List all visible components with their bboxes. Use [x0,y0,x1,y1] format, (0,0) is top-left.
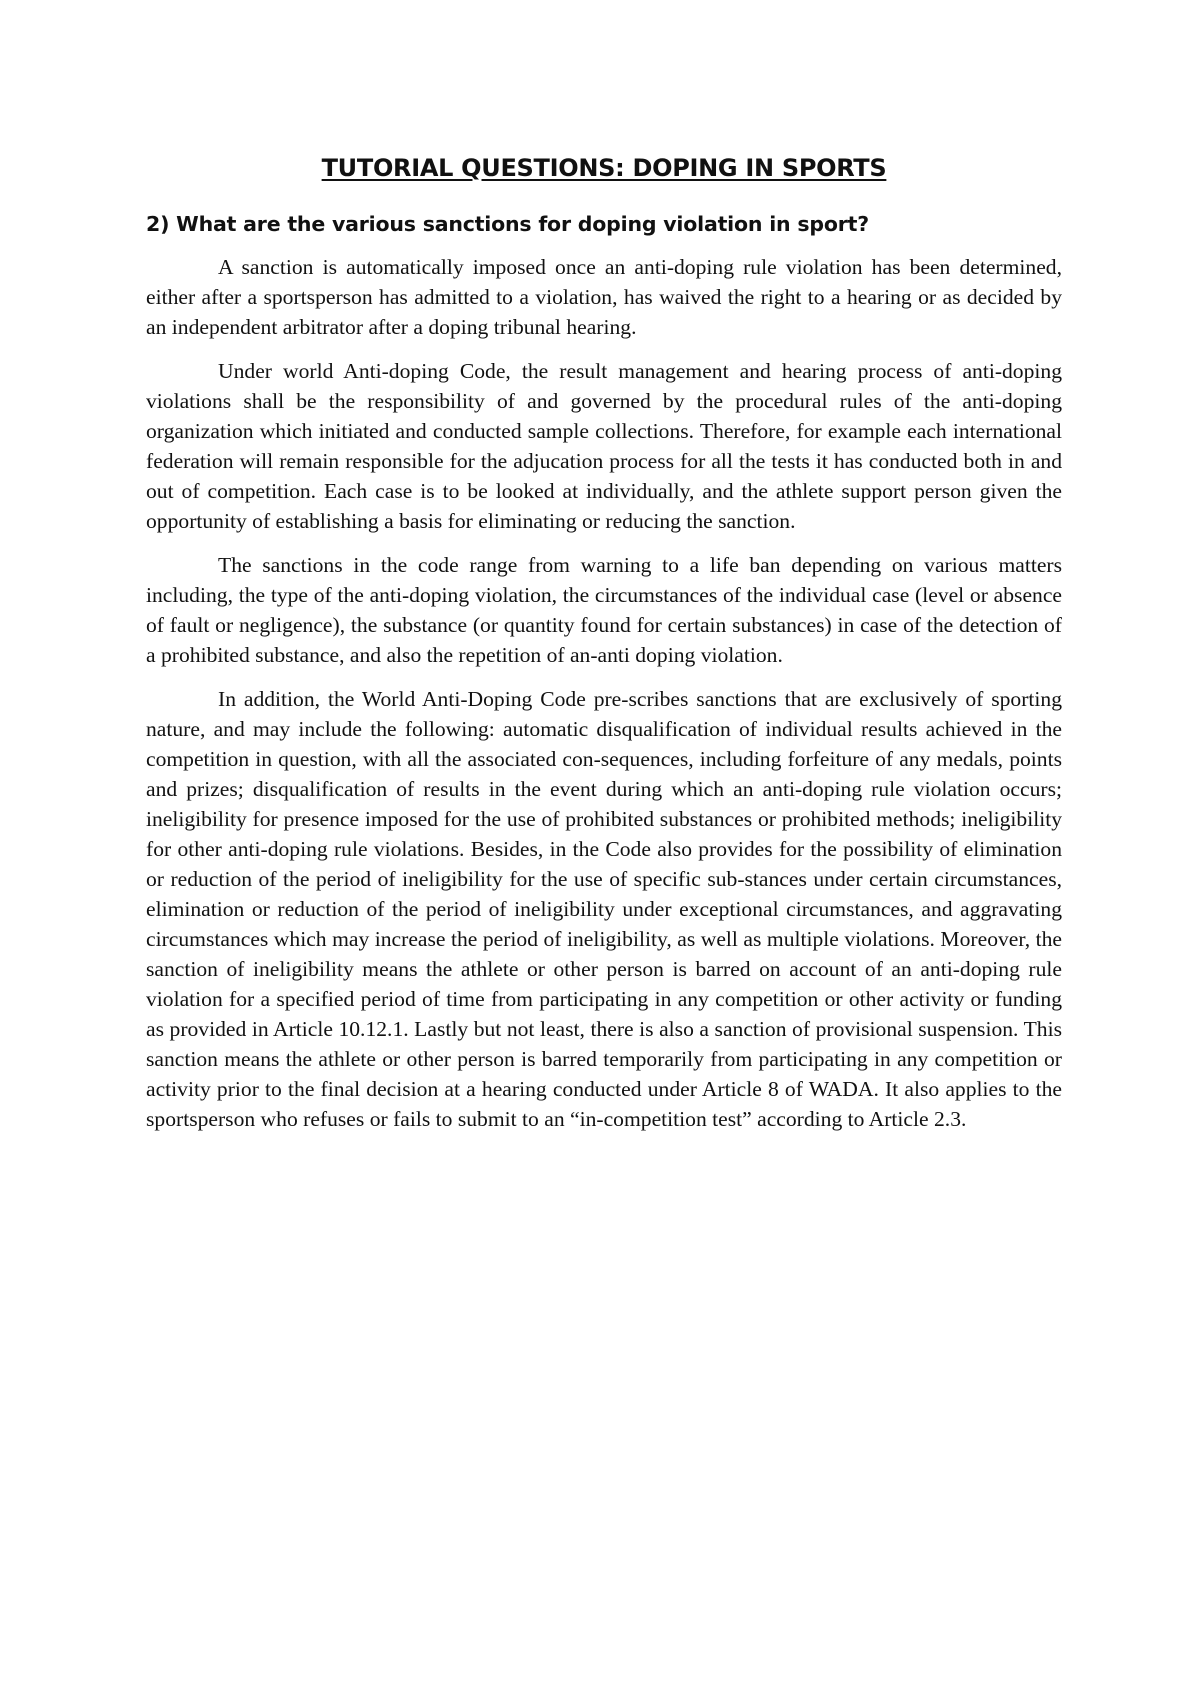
question-heading: 2) What are the various sanctions for doping violation in sport? [146,212,869,236]
paragraph-4: In addition, the World Anti-Doping Code pre-scribes sanctions that are exclusively of sporting nature, and may include the following: automatic disqualification of individual results achieved in the competition in question, with all the associated con-sequences, including forfeiture of any medals, points and prizes; disqualification of results in the event during which an anti-doping rule violation occurs; ineligibility for presence imposed for the use of prohibited substances or prohibited methods; ineligibility for other anti-doping rule violations. Besides, in the Code also provides for the possibility of elimination or reduction of the period of ineligibility for the use of specific sub-stances under certain circumstances, elimination or reduction of the period of ineligibility under exceptional circumstances, and aggravating circumstances which may increase the period of ineligibility, as well as multiple violations. Moreover, the sanction of ineligibility means the athlete or other person is barred on account of an anti-doping rule violation for a specified period of time from participating in any competition or other activity or funding as provided in Article 10.12.1. Lastly but not least, there is also a sanction of provisional suspension. This sanction means the athlete or other person is barred temporarily from participating in any competition or activity prior to the final decision at a hearing conducted under Article 8 of WADA. It also applies to the sportsperson who refuses or fails to submit to an “in-competition test” according to Article 2.3. [146,687,1062,1131]
document-body [146,146,1062,1148]
paragraph-1: A sanction is automatically imposed once an anti-doping rule violation has been determined, either after a sportsperson has admitted to a violation, has waived the right to a hearing or as decided by an independent arbitrator after a doping tribunal hearing. [146,255,1062,339]
document-title: TUTORIAL QUESTIONS: DOPING IN SPORTS [321,154,887,182]
paragraph-3: The sanctions in the code range from warning to a life ban depending on various matters including, the type of the anti-doping violation, the circumstances of the individual case (level or absence of fault or negligence), the substance (or quantity found for certain substances) in case of the detection of a prohibited substance, and also the repetition of an-anti doping violation. [146,553,1062,667]
paragraph-2: Under world Anti-doping Code, the result management and hearing process of anti-doping violations shall be the responsibility of and governed by the procedural rules of the anti-doping organization which initiated and conducted sample collections. Therefore, for example each international federation will remain responsible for the adjucation process for all the tests it has conducted both in and out of competition. Each case is to be looked at individually, and the athlete support person given the opportunity of establishing a basis for eliminating or reducing the sanction. [146,359,1062,533]
